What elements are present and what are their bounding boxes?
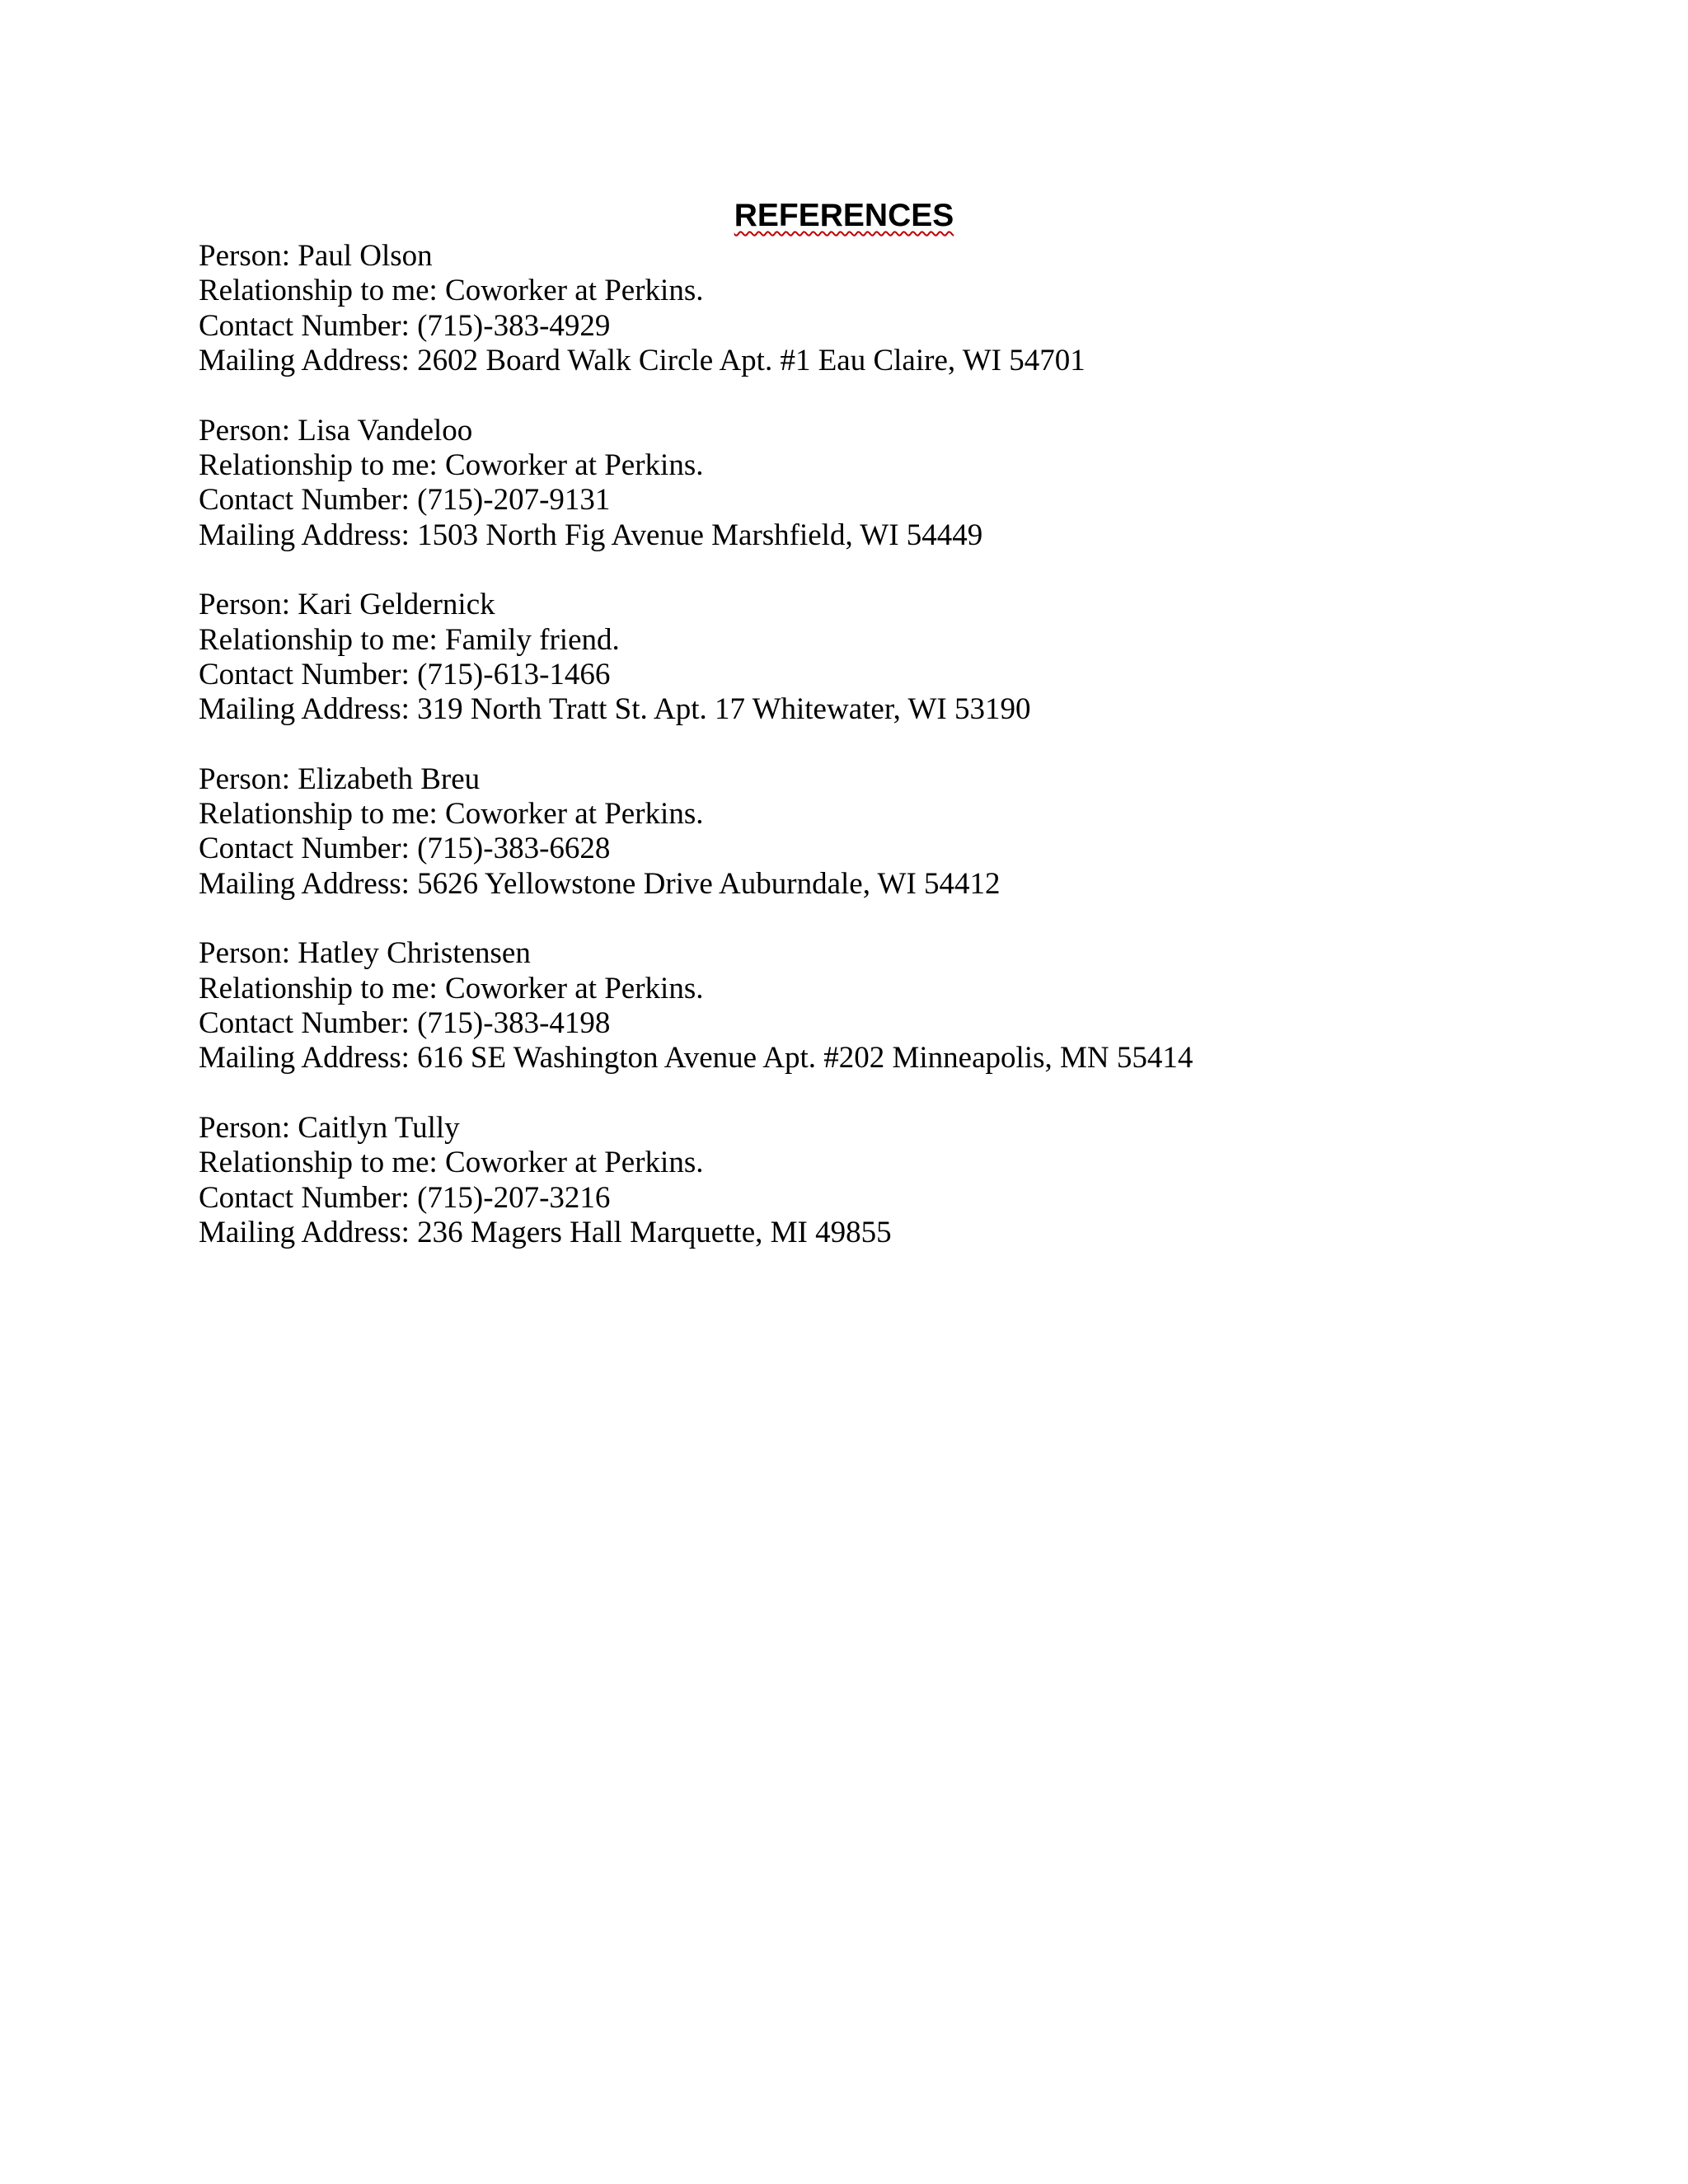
reference-relationship: Relationship to me: Coworker at Perkins. [199, 1146, 704, 1180]
reference-person: Person: Paul Olson [199, 239, 433, 273]
reference-relationship: Relationship to me: Coworker at Perkins. [199, 797, 704, 832]
reference-contact-number: Contact Number: (715)-207-9131 [199, 483, 611, 518]
reference-relationship: Relationship to me: Coworker at Perkins. [199, 448, 704, 482]
reference-contact-number: Contact Number: (715)-383-4198 [199, 1006, 611, 1041]
reference-person: Person: Caitlyn Tully [199, 1110, 460, 1145]
reference-mailing-address: Mailing Address: 2602 Board Walk Circle Apt. #1 Eau Claire, WI 54701 [199, 344, 1085, 378]
reference-relationship: Relationship to me: Coworker at Perkins. [199, 971, 704, 1005]
reference-person: Person: Hatley Christensen [199, 936, 531, 971]
reference-contact-number: Contact Number: (715)-383-4929 [199, 308, 611, 343]
reference-entry [199, 239, 1600, 379]
reference-person: Person: Lisa Vandeloo [199, 413, 473, 448]
page-title [0, 194, 1688, 237]
reference-mailing-address: Mailing Address: 5626 Yellowstone Drive Auburndale, WI 54412 [199, 866, 1001, 901]
references-list [199, 239, 1600, 1285]
reference-relationship: Relationship to me: Coworker at Perkins. [199, 274, 704, 308]
reference-mailing-address: Mailing Address: 236 Magers Hall Marquette, MI 49855 [199, 1215, 892, 1249]
reference-relationship: Relationship to me: Family friend. [199, 622, 620, 657]
reference-mailing-address: Mailing Address: 319 North Tratt St. Apt. 17 Whitewater, WI 53190 [199, 692, 1031, 727]
reference-person: Person: Elizabeth Breu [199, 762, 481, 796]
reference-contact-number: Contact Number: (715)-613-1466 [199, 657, 611, 691]
reference-person: Person: Kari Geldernick [199, 588, 495, 622]
reference-entry [199, 936, 1600, 1076]
reference-mailing-address: Mailing Address: 616 SE Washington Avenue Apt. #202 Minneapolis, MN 55414 [199, 1041, 1193, 1076]
reference-contact-number: Contact Number: (715)-207-3216 [199, 1180, 611, 1215]
reference-entry [199, 1111, 1600, 1251]
reference-entry [199, 414, 1600, 554]
reference-entry [199, 588, 1600, 728]
reference-entry [199, 762, 1600, 902]
reference-mailing-address: Mailing Address: 1503 North Fig Avenue Marshfield, WI 54449 [199, 518, 983, 552]
page-title-text: REFERENCES [734, 198, 954, 233]
reference-contact-number: Contact Number: (715)-383-6628 [199, 832, 611, 866]
